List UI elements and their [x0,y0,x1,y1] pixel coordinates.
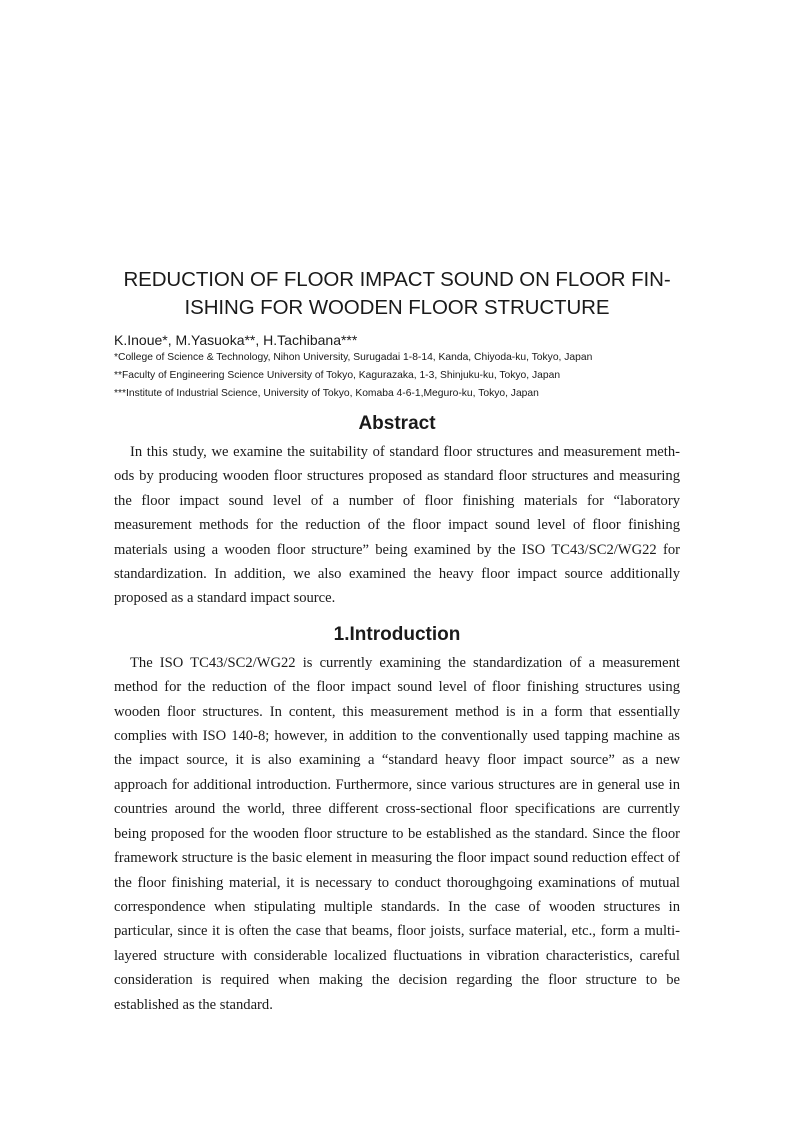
affiliation-1: *College of Science & Technology, Nihon University, Surugadai 1-8-14, Kanda, Chiyoda-ku, Tokyo, Japan [114,352,593,363]
paper-title [114,266,680,322]
paper-title-line-1: REDUCTION OF FLOOR IMPACT SOUND ON FLOOR FIN- [123,268,671,291]
abstract-text: In this study, we examine the suitability of standard floor structures and measurement methods by producing wooden floor structures proposed as standard floor structures and measuring the floor impact sound level of a number of floor finishing materials for “laboratory measurement methods for the reduction of the floor impact sound level of floor finishing materials using a wooden floor structure” being examined by the ISO TC43/SC2/WG22 for standardization. In addition, we also examined the heavy floor impact source additionally proposed as a standard impact source. [114,444,680,607]
affiliation-2: **Faculty of Engineering Science University of Tokyo, Kagurazaka, 1-3, Shinjuku-ku, Tokyo, Japan [114,370,561,381]
author-list: K.Inoue*, M.Yasuoka**, H.Tachibana*** [114,332,358,348]
paper-title-line-2: ISHING FOR WOODEN FLOOR STRUCTURE [184,296,610,319]
paper-content [114,266,680,1017]
introduction-text: The ISO TC43/SC2/WG22 is currently examining the standardization of a measurement method for the reduction of the floor impact sound level of floor finishing structures using wooden floor structures. In content, this measurement method is in a form that essentially complies with ISO 140-8; however, in addition to the conventionally used tapping machine as the impact source, it is also examining a “standard heavy floor impact source” as a new approach for additional introduction. Furthermore, since various structures are in general use in countries around the world, three different cross-sectional floor specifications are currently being proposed for the wooden floor structure to be established as the standard. Since the floor framework structure is the basic element in measuring the floor impact sound reduction effect of the floor finishing material, it is necessary to conduct thoroughgoing examinations of mutual correspondence when stipulating multiple standards. In the case of wooden structures in particular, since it is often the case that beams, floor joists, surface material, etc., form a multi-layered structure with considerable localized fluctuations in vibration characteristics, careful consideration is required when making the decision regarding the floor structure to be established as the standard. [114,654,680,1013]
introduction-heading: 1.Introduction [333,623,461,645]
affiliation-3: ***Institute of Industrial Science, University of Tokyo, Komaba 4-6-1,Meguro-ku, Tokyo, Japan [114,388,539,399]
abstract-heading: Abstract [358,413,436,434]
